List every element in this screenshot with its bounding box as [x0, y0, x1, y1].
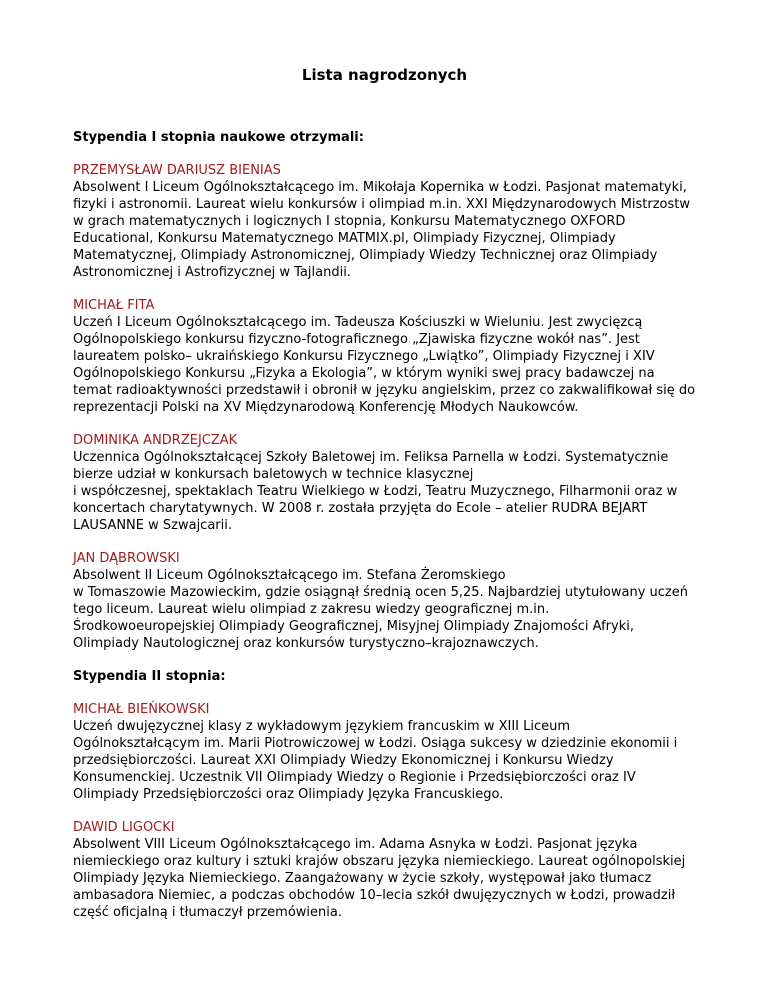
description-line: Matematycznej, Olimpiady Astronomicznej, Olimpiady Wiedzy Technicznej oraz Olimpiady — [73, 248, 658, 263]
laureate-entry — [73, 432, 696, 534]
laureate-entry — [73, 297, 696, 416]
description-line: Educational, Konkursu Matematycznego MATMIX.pl, Olimpiady Fizycznej, Olimpiady — [73, 231, 616, 246]
description-line: tego liceum. Laureat wielu olimpiad z zakresu wiedzy geograficznej m.in. — [73, 602, 550, 617]
description-line: przedsiębiorczości. Laureat XXI Olimpiady Wiedzy Ekonomicznej i Konkursu Wiedzy — [73, 753, 614, 768]
description-line: Konsumenckiej. Uczestnik VII Olimpiady Wiedzy o Regionie i Przedsiębiorczości oraz IV — [73, 770, 636, 785]
description-line: niemieckiego oraz kultury i sztuki krajów obszaru języka niemieckiego. Laureat ogólnopolskiej — [73, 854, 686, 869]
description-line: część oficjalną i tłumaczył przemówienia. — [73, 905, 342, 920]
description-line: Ogólnokształcącym im. Marii Piotrowiczowej w Łodzi. Osiąga sukcesy w dziedzinie ekonomii i — [73, 736, 678, 751]
description-line: Uczeń I Liceum Ogólnokształcącego im. Tadeusza Kościuszki w Wieluniu. Jest zwycięzcą — [73, 315, 643, 330]
description-line: koncertach charytatywnych. W 2008 r. została przyjęta do Ecole – atelier RUDRA BEJART — [73, 501, 648, 516]
section-heading: Stypendia II stopnia: — [73, 669, 226, 684]
laureate-description — [73, 314, 696, 416]
description-line: Olimpiady Nautologicznej oraz konkursów turystyczno–krajoznawczych. — [73, 636, 539, 651]
laureate-entry — [73, 701, 696, 803]
description-line: Środkowoeuropejskiej Olimpiady Geograficznej, Misyjnej Olimpiady Znajomości Afryki, — [73, 619, 634, 634]
description-line: Olimpiady Przedsiębiorczości oraz Olimpiady Języka Francuskiego. — [73, 787, 504, 802]
description-line: reprezentacji Polski na XV Międzynarodową Konferencję Młodych Naukowców. — [73, 400, 579, 415]
description-line: laureatem polsko– ukraińskiego Konkursu Fizycznego „Lwiątko”, Olimpiady Fizycznej i XIV — [73, 349, 655, 364]
laureate-name: MICHAŁ FITA — [73, 298, 155, 313]
laureate-name: MICHAŁ BIEŃKOWSKI — [73, 702, 210, 717]
description-line: LAUSANNE w Szwajcarii. — [73, 518, 232, 533]
laureate-name: JAN DĄBROWSKI — [73, 551, 180, 566]
description-line: Ogólnopolskiego konkursu fizyczno-fotograficznego „Zjawiska fizyczne wokół nas”. Jest — [73, 332, 640, 347]
laureate-name: DOMINIKA ANDRZEJCZAK — [73, 433, 238, 448]
laureate-entry — [73, 162, 696, 281]
laureate-description — [73, 567, 696, 652]
description-line: Uczeń dwujęzycznej klasy z wykładowym językiem francuskim w XIII Liceum — [73, 719, 571, 734]
laureate-description — [73, 179, 696, 281]
laureate-description — [73, 449, 696, 534]
description-line: w Tomaszowie Mazowieckim, gdzie osiągnął średnią ocen 5,25. Najbardziej utytułowany uczeń — [73, 585, 688, 600]
description-line: Uczennica Ogólnokształcącej Szkoły Baletowej im. Feliksa Parnella w Łodzi. Systematycznie — [73, 450, 669, 465]
description-line: i współczesnej, spektaklach Teatru Wielkiego w Łodzi, Teatru Muzycznego, Filharmonii oraz w — [73, 484, 678, 499]
description-line: Absolwent II Liceum Ogólnokształcącego im. Stefana Żeromskiego — [73, 568, 506, 583]
description-line: Ogólnopolskiego Konkursu „Fizyka a Ekologia”, w którym wyniki swej pracy badawczej na — [73, 366, 655, 381]
laureate-name: PRZEMYSŁAW DARIUSZ BIENIAS — [73, 163, 281, 178]
laureate-name: DAWID LIGOCKI — [73, 820, 175, 835]
description-line: w grach matematycznych i logicznych I stopnia, Konkursu Matematycznego OXFORD — [73, 214, 626, 229]
description-line: Absolwent VIII Liceum Ogólnokształcącego im. Adama Asnyka w Łodzi. Pasjonat języka — [73, 837, 638, 852]
section-heading: Stypendia I stopnia naukowe otrzymali: — [73, 130, 364, 145]
laureate-entry — [73, 550, 696, 652]
description-line: Absolwent I Liceum Ogólnokształcącego im. Mikołaja Kopernika w Łodzi. Pasjonat matematyki, — [73, 180, 687, 195]
laureate-description — [73, 836, 696, 921]
description-line: temat radioaktywności przedstawił i obronił w języku angielskim, przez co zakwalifikował się do — [73, 383, 696, 398]
description-line: Astronomicznej i Astrofizycznej w Tajlandii. — [73, 265, 351, 280]
description-line: ambasadora Niemiec, a podczas obchodów 10–lecia szkół dwujęzycznych w Łodzi, prowadził — [73, 888, 676, 903]
laureate-description — [73, 718, 696, 803]
document-content — [73, 129, 696, 921]
description-line: bierze udział w konkursach baletowych w technice klasycznej — [73, 467, 474, 482]
page-title: Lista nagrodzonych — [301, 66, 468, 84]
description-line: fizyki i astronomii. Laureat wielu konkursów i olimpiad m.in. XXI Międzynarodowych Mistrzostw — [73, 197, 690, 212]
description-line: Olimpiady Języka Niemieckiego. Zaangażowany w życie szkoły, występował jako tłumacz — [73, 871, 652, 886]
laureate-entry — [73, 819, 696, 921]
